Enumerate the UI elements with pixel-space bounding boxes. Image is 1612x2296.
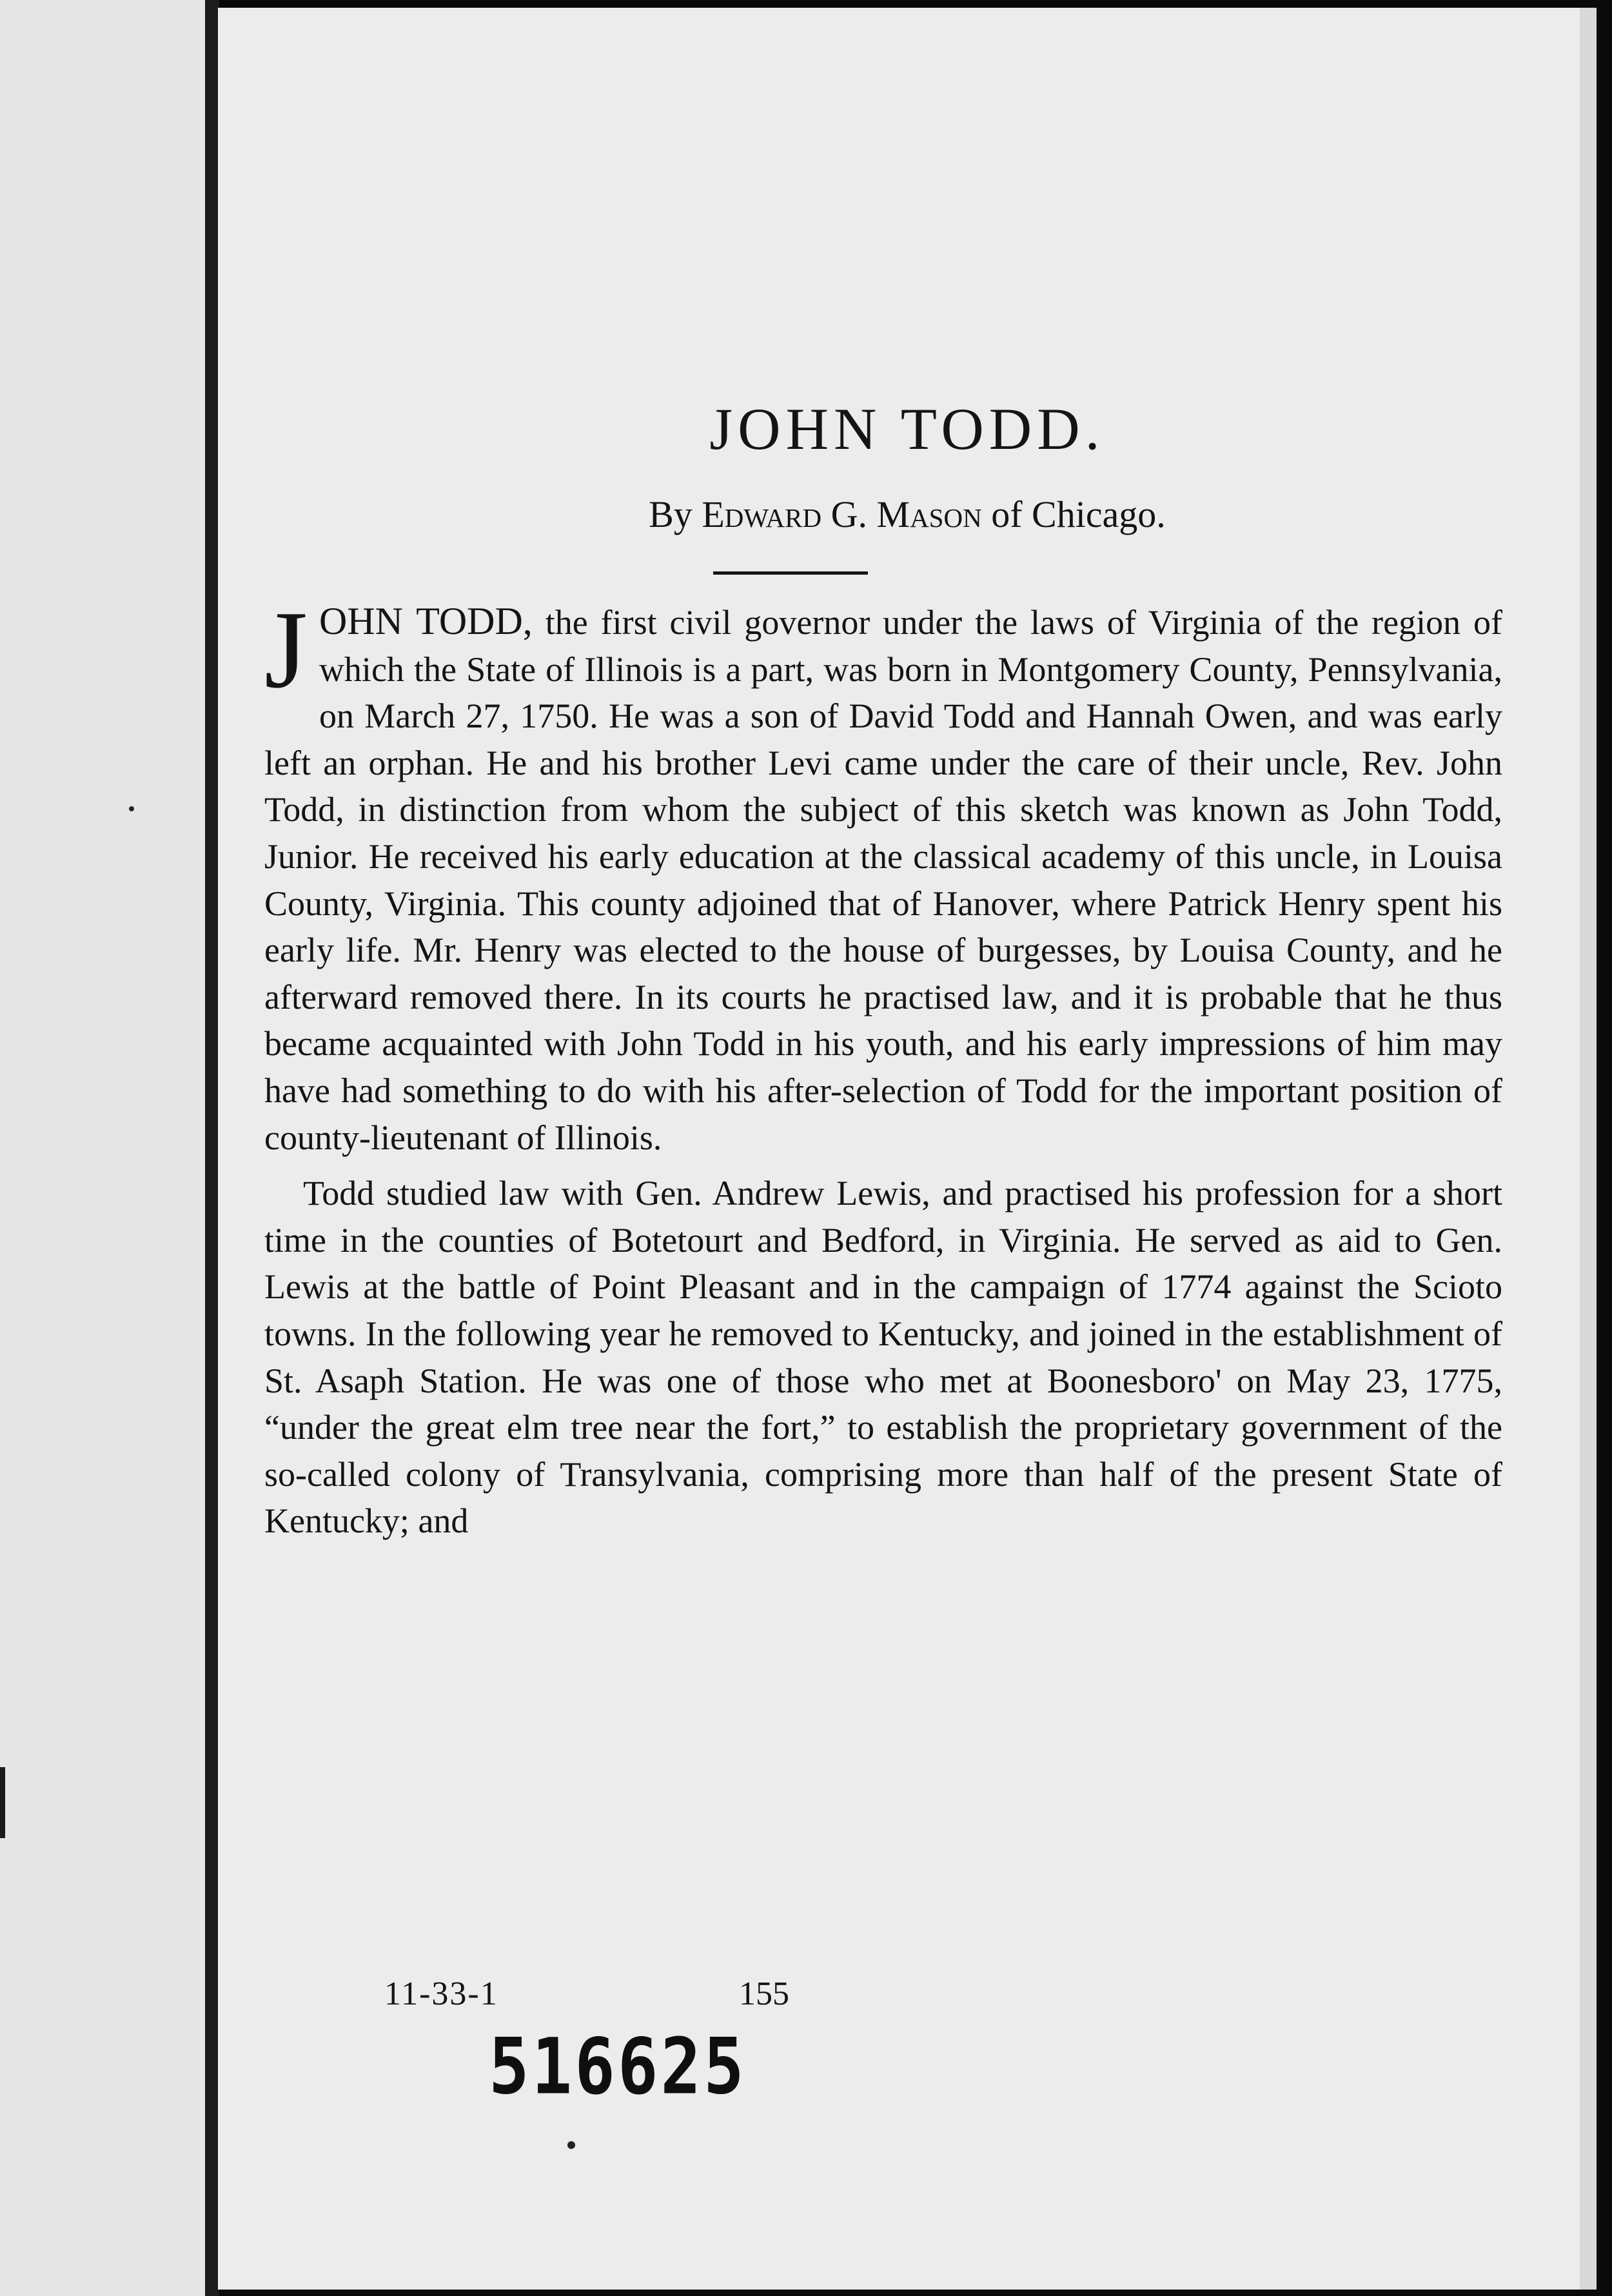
byline [218,493,1597,536]
speck [567,2141,575,2149]
speck [129,806,134,811]
byline-author: Edward G. Mason [702,493,982,535]
binding-gutter [205,0,219,2296]
accession-stamp: 516625 [489,2021,747,2112]
paragraph-1-text: the first civil governor under the laws of Virginia of the region of which the State of Illinois is a part, was born in Montgomery County, Pennsylvania, on March 27, 1750. He was a son of David Todd and Hannah Owen, and was early left an orphan. He and his brother Levi came under the care of their uncle, Rev. John Todd, in distinction from whom the subject of this sketch was known as John Todd, Junior. He received his early education at the classical academy of this uncle, in Louisa County, Virginia. This county adjoined that of Hanover, where Patrick Henry spent his early life. Mr. Henry was elected to the house of burgesses, by Louisa County, and he afterward removed there. In its courts he practised law, and it is probable that he thus became acquainted with John Todd in his youth, and his early impressions of him may have had something to do with his after-selection of Todd for the important position of county-lieutenant of Illinois. [264,603,1502,1157]
paragraph-1 [264,589,1502,1161]
page-title: JOHN TODD. [709,396,1105,462]
page-number: 155 [739,1975,789,2012]
title-rule [713,571,868,575]
byline-suffix: of Chicago. [981,493,1166,535]
facing-page-edge [0,0,208,2296]
document-page [218,8,1597,2290]
byline-prefix: By [649,493,702,535]
facing-page-mark [0,1767,5,1838]
paragraph-2: Todd studied law with Gen. Andrew Lewis, and practised his profession for a short time in the counties of Botetourt and Bedford, in Virginia. He served as aid to Gen. Lewis at the battle of Point Pleasant and in the campaign of 1774 against the Scioto towns. In the following year he removed to Kentucky, and joined in the establishment of St. Asaph Station. He was one of those who met at Boonesboro' on May 23, 1775, “under the great elm tree near the fort,” to establish the proprietary government of the so-called colony of Transylvania, comprising more than half of the present State of Kentucky; and [264,1174,1502,1541]
article-body [264,589,1502,1545]
paragraph-lead: OHN TODD, [319,600,533,642]
reference-code: 11-33-1 [384,1975,498,2012]
page-right-edge [1580,8,1597,2290]
drop-cap: J [264,589,308,711]
